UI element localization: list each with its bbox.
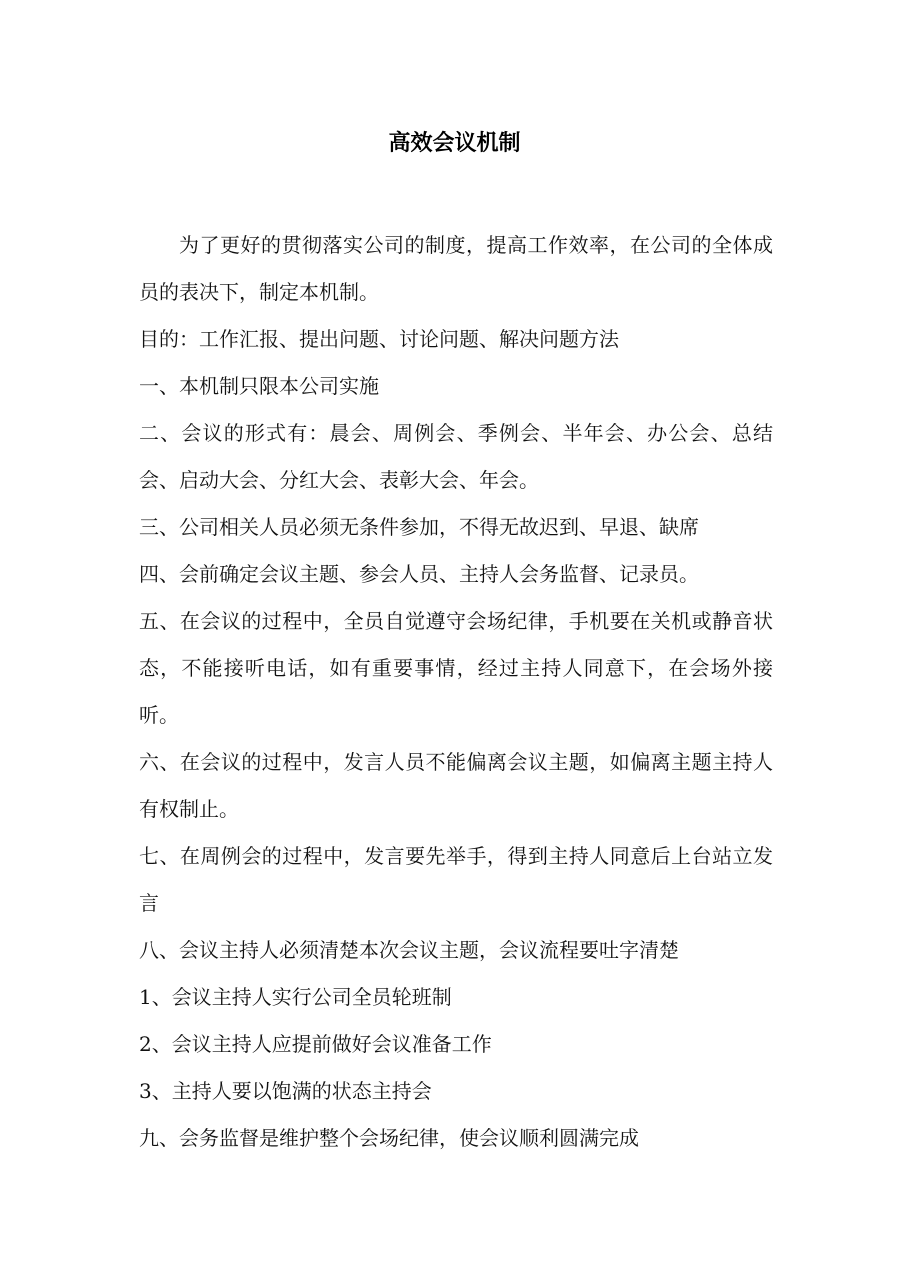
purpose-paragraph: 目的：工作汇报、提出问题、讨论问题、解决问题方法: [139, 327, 619, 351]
rule-2-paragraph: 二、会议的形式有：晨会、周例会、季例会、半年会、办公会、总结会、启动大会、分红大会、表彰大会、年会。: [139, 421, 773, 492]
rule-5-paragraph: 五、在会议的过程中，全员自觉遵守会场纪律，手机要在关机或静音状态，不能接听电话，如有重要事情，经过主持人同意下，在会场外接听。: [139, 609, 773, 727]
document-body: [139, 222, 773, 1162]
rule-3-paragraph: 三、公司相关人员必须无条件参加，不得无故迟到、早退、缺席: [139, 515, 699, 539]
sub-item-1: 1、会议主持人实行公司全员轮班制: [139, 985, 452, 1009]
rule-9-paragraph: 九、会务监督是维护整个会场纪律，使会议顺利圆满完成: [139, 1126, 639, 1150]
intro-paragraph: 为了更好的贯彻落实公司的制度，提高工作效率，在公司的全体成员的表决下，制定本机制。: [139, 233, 773, 304]
rule-7-paragraph: 七、在周例会的过程中，发言要先举手，得到主持人同意后上台站立发言: [139, 844, 773, 915]
sub-item-2: 2、会议主持人应提前做好会议准备工作: [139, 1032, 492, 1056]
rule-8-paragraph: 八、会议主持人必须清楚本次会议主题，会议流程要吐字清楚: [139, 938, 679, 962]
sub-item-3: 3、主持人要以饱满的状态主持会: [139, 1079, 432, 1103]
rule-1-paragraph: 一、本机制只限本公司实施: [139, 374, 379, 398]
rule-4-paragraph: 四、会前确定会议主题、参会人员、主持人会务监督、记录员。: [139, 562, 699, 586]
document-title: 高效会议机制: [388, 131, 521, 156]
rule-6-paragraph: 六、在会议的过程中，发言人员不能偏离会议主题，如偏离主题主持人有权制止。: [139, 750, 773, 821]
